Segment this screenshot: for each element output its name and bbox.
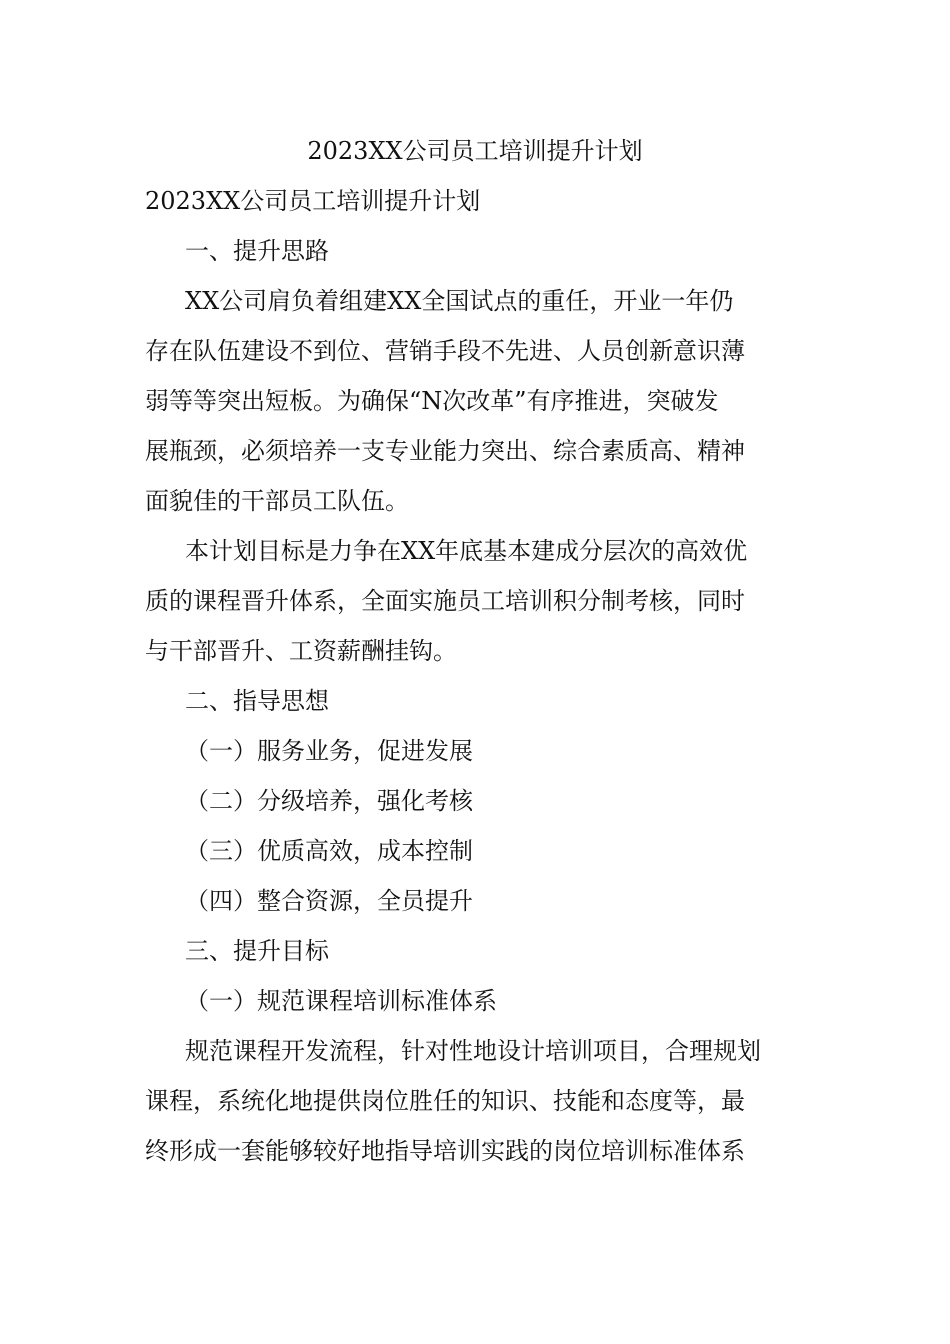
section-heading-2: 二、指导思想 — [185, 687, 329, 715]
paragraph-line: 面貌佳的干部员工队伍。 — [145, 487, 409, 515]
paragraph-line: XX公司肩负着组建XX全国试点的重任，开业一年仍 — [185, 287, 734, 315]
paragraph-line: 终形成一套能够较好地指导培训实践的岗位培训标准体系 — [145, 1137, 745, 1165]
paragraph-line: 展瓶颈，必须培养一支专业能力突出、综合素质高、精神 — [145, 437, 745, 465]
list-item: （一）服务业务，促进发展 — [185, 737, 473, 765]
paragraph-line: 与干部晋升、工资薪酬挂钩。 — [145, 637, 457, 665]
list-item: （三）优质高效，成本控制 — [185, 837, 473, 865]
document-subtitle: 2023XX公司员工培训提升计划 — [145, 187, 481, 215]
paragraph-line: 质的课程晋升体系，全面实施员工培训积分制考核，同时 — [145, 587, 745, 615]
paragraph-line: 存在队伍建设不到位、营销手段不先进、人员创新意识薄 — [145, 337, 745, 365]
paragraph-line: 弱等等突出短板。为确保“N次改革”有序推进，突破发 — [145, 387, 719, 415]
document-title: 2023XX公司员工培训提升计划 — [307, 137, 643, 165]
section-heading-3: 三、提升目标 — [185, 937, 329, 965]
subsection-heading: （一）规范课程培训标准体系 — [185, 987, 497, 1015]
paragraph-line: 课程，系统化地提供岗位胜任的知识、技能和态度等，最 — [145, 1087, 745, 1115]
paragraph-line: 规范课程开发流程，针对性地设计培训项目，合理规划 — [185, 1037, 761, 1065]
paragraph-line: 本计划目标是力争在XX年底基本建成分层次的高效优 — [185, 537, 748, 565]
section-heading-1: 一、提升思路 — [185, 237, 329, 265]
list-item: （四）整合资源，全员提升 — [185, 887, 473, 915]
list-item: （二）分级培养，强化考核 — [185, 787, 473, 815]
